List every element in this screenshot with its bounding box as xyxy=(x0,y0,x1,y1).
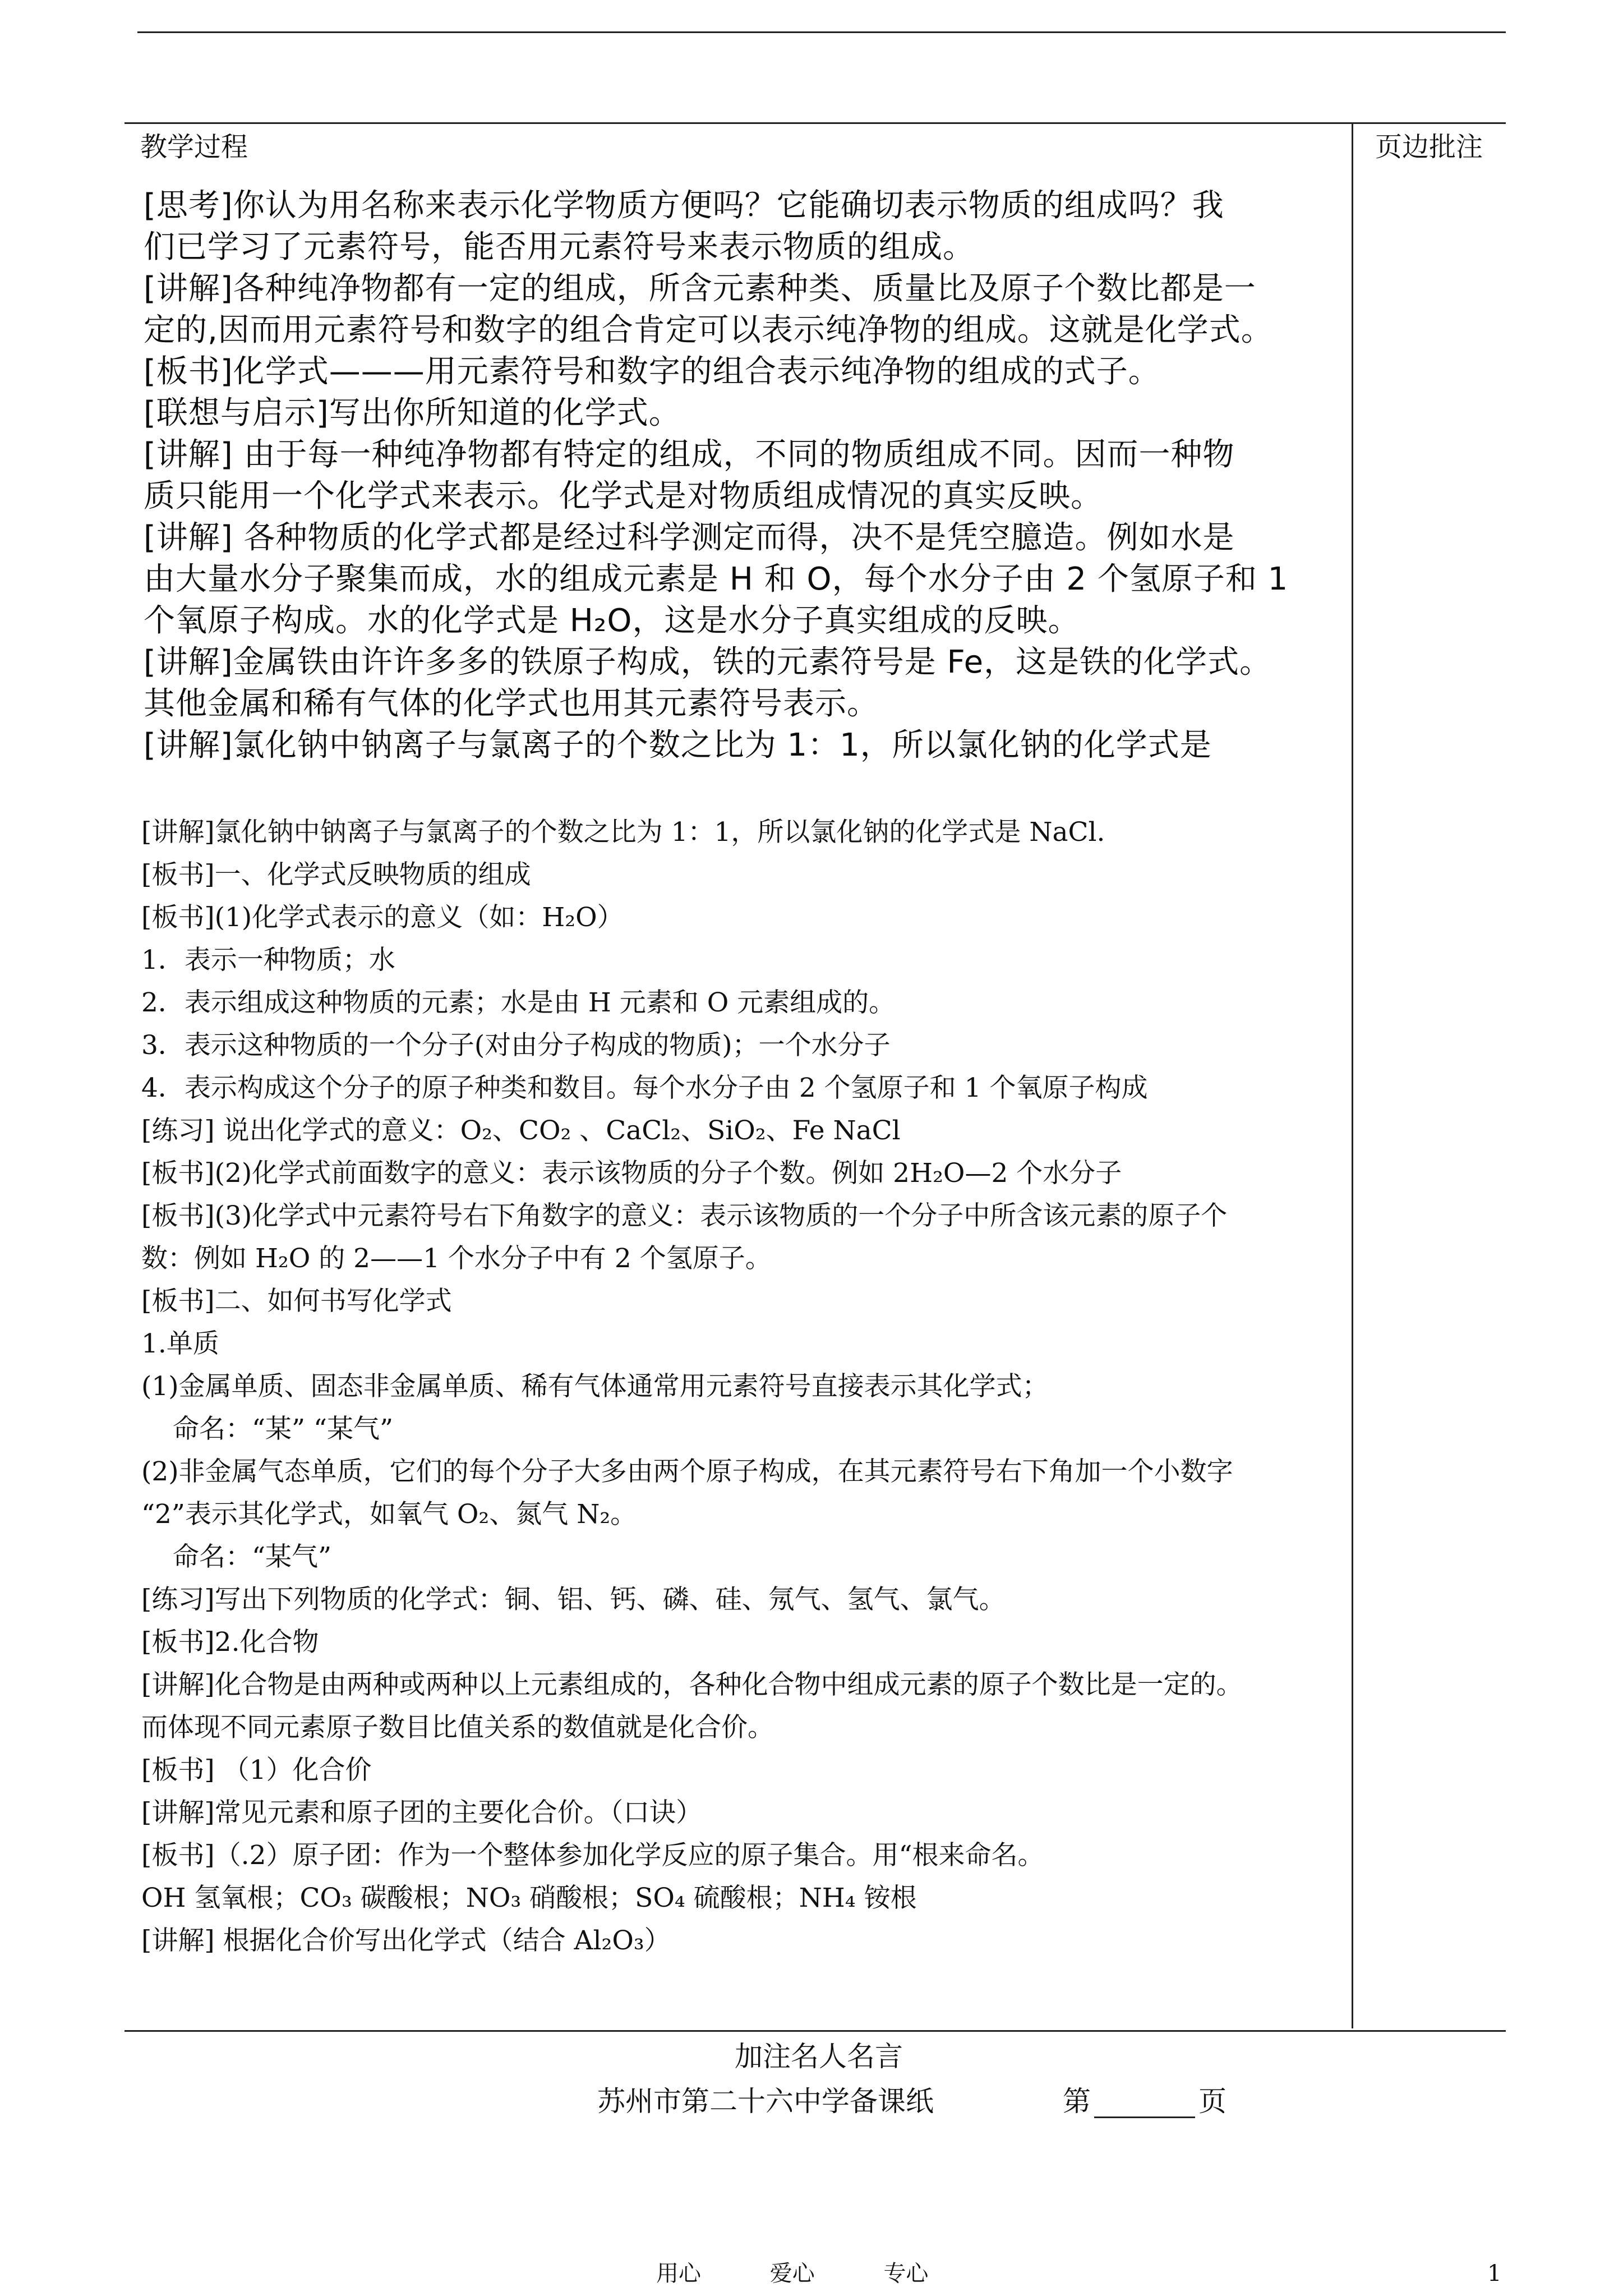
body-line: 命名：“某气” xyxy=(173,1542,332,1572)
teaching-process-heading: 教学过程 xyxy=(140,131,248,163)
image-text-line: 定的,因而用元素符号和数字的组合肯定可以表示纯净物的组成。这就是化学式。 xyxy=(144,312,1273,348)
motto-word: 专心 xyxy=(883,2261,929,2286)
image-text-line: [板书]化学式———用元素符号和数字的组合表示纯净物的组成的式子。 xyxy=(144,353,1160,390)
image-text-line: [讲解] 由于每一种纯净物都有特定的组成，不同的物质组成不同。因而一种物 xyxy=(144,436,1235,473)
school-paper-label: 苏州市第二十六中学备课纸 xyxy=(597,2085,934,2118)
body-line: 而体现不同元素原子数目比值关系的数值就是化合价。 xyxy=(141,1712,774,1743)
image-text-line: 其他金属和稀有气体的化学式也用其元素符号表示。 xyxy=(144,685,879,722)
body-line: 数：例如 H₂O 的 2——1 个水分子中有 2 个氢原子。 xyxy=(141,1243,772,1274)
image-text-line: [讲解] 各种物质的化学式都是经过科学测定而得，决不是凭空臆造。例如水是 xyxy=(144,519,1235,556)
body-line: [板书](2)化学式前面数字的意义：表示该物质的分子个数。例如 2H₂O—2 个水分子 xyxy=(141,1158,1122,1189)
body-line: 4．表示构成这个分子的原子种类和数目。每个水分子由 2 个氢原子和 1 个氧原子构成 xyxy=(141,1073,1148,1103)
image-text-line: [联想与启示]写出你所知道的化学式。 xyxy=(144,395,681,431)
body-line: [板书]2.化合物 xyxy=(141,1627,319,1658)
body-line: OH 氢氧根；CO₃ 碳酸根；NO₃ 硝酸根；SO₄ 硫酸根；NH₄ 铵根 xyxy=(141,1883,917,1913)
body-line: 1.单质 xyxy=(141,1328,219,1359)
page-blank xyxy=(1094,2091,1195,2118)
image-text-line: [思考]你认为用名称来表示化学物质方便吗？它能确切表示物质的组成吗？我 xyxy=(144,187,1224,224)
body-line: [讲解] 根据化合价写出化学式（结合 Al₂O₃） xyxy=(141,1925,671,1956)
image-text-line: 们已学习了元素符号，能否用元素符号来表示物质的组成。 xyxy=(144,229,975,265)
image-text-line: [讲解]金属铁由许许多多的铁原子构成，铁的元素符号是 Fe，这是铁的化学式。 xyxy=(144,644,1272,680)
body-line: (1)金属单质、固态非金属单质、稀有气体通常用元素符号直接表示其化学式； xyxy=(141,1371,1049,1402)
page-number: 1 xyxy=(1487,2261,1502,2286)
image-text-line: 由大量水分子聚集而成，水的组成元素是 H 和 O，每个水分子由 2 个氢原子和 1 xyxy=(144,561,1289,597)
body-line: [板书]（.2）原子团：作为一个整体参加化学反应的原子集合。用“根来命名。 xyxy=(141,1840,1044,1871)
body-line: 3．表示这种物质的一个分子(对由分子构成的物质)；一个水分子 xyxy=(141,1030,891,1061)
lesson-body xyxy=(141,811,1341,1962)
body-line: [板书] （1）化合价 xyxy=(141,1755,372,1786)
body-line: 命名：“某” “某气” xyxy=(173,1414,394,1444)
image-text-line: [讲解]各种纯净物都有一定的组成，所含元素种类、质量比及原子个数比都是一 xyxy=(144,270,1256,307)
body-line: [讲解]常见元素和原子团的主要化合价。（口诀） xyxy=(141,1797,703,1828)
body-line: [板书](3)化学式中元素符号右下角数字的意义：表示该物质的一个分子中所含该元素的原子个 xyxy=(141,1200,1228,1231)
image-text-line: 质只能用一个化学式来表示。化学式是对物质组成情况的真实反映。 xyxy=(144,478,1103,514)
body-line: [板书]一、化学式反映物质的组成 xyxy=(141,859,531,890)
body-line: “2”表示其化学式，如氧气 O₂、氮气 N₂。 xyxy=(141,1499,637,1530)
body-line: [练习] 说出化学式的意义：O₂、CO₂ 、CaCl₂、SiO₂、Fe NaCl xyxy=(141,1115,901,1146)
image-text-line: [讲解]氯化钠中钠离子与氯离子的个数之比为 1：1，所以氯化钠的化学式是 xyxy=(144,727,1212,763)
embedded-text-image xyxy=(144,185,1344,797)
body-line: [练习]写出下列物质的化学式：铜、铝、钙、磷、硅、氖气、氢气、氯气。 xyxy=(141,1584,1006,1615)
margin-notes-heading: 页边批注 xyxy=(1375,131,1483,163)
body-line: 2．表示组成这种物质的元素；水是由 H 元素和 O 元素组成的。 xyxy=(141,987,896,1018)
image-text-line: 个氧原子构成。水的化学式是 H₂O，这是水分子真实组成的反映。 xyxy=(144,602,1080,639)
motto-word: 用心 xyxy=(656,2261,701,2286)
page-suffix: 页 xyxy=(1198,2085,1227,2118)
footer-motto xyxy=(656,2260,990,2288)
body-line: 1．表示一种物质；水 xyxy=(141,945,395,976)
top-rule xyxy=(137,31,1506,33)
motto-word: 爱心 xyxy=(769,2261,815,2286)
body-line: [讲解]化合物是由两种或两种以上元素组成的，各种化合物中组成元素的原子个数比是一定的。 xyxy=(141,1669,1243,1700)
page-prefix: 第 xyxy=(1063,2085,1091,2118)
body-line: [板书]二、如何书写化学式 xyxy=(141,1286,452,1317)
body-line: [板书](1)化学式表示的意义（如：H₂O） xyxy=(141,902,624,933)
column-divider xyxy=(1352,122,1353,2028)
body-line: (2)非金属气态单质，它们的每个分子大多由两个原子构成，在其元素符号右下角加一个小数字 xyxy=(141,1456,1233,1487)
page-field xyxy=(1063,2085,1227,2118)
famous-quote-label: 加注名人名言 xyxy=(735,2040,903,2073)
body-line: [讲解]氯化钠中钠离子与氯离子的个数之比为 1：1，所以氯化钠的化学式是 NaCl. xyxy=(141,817,1105,848)
